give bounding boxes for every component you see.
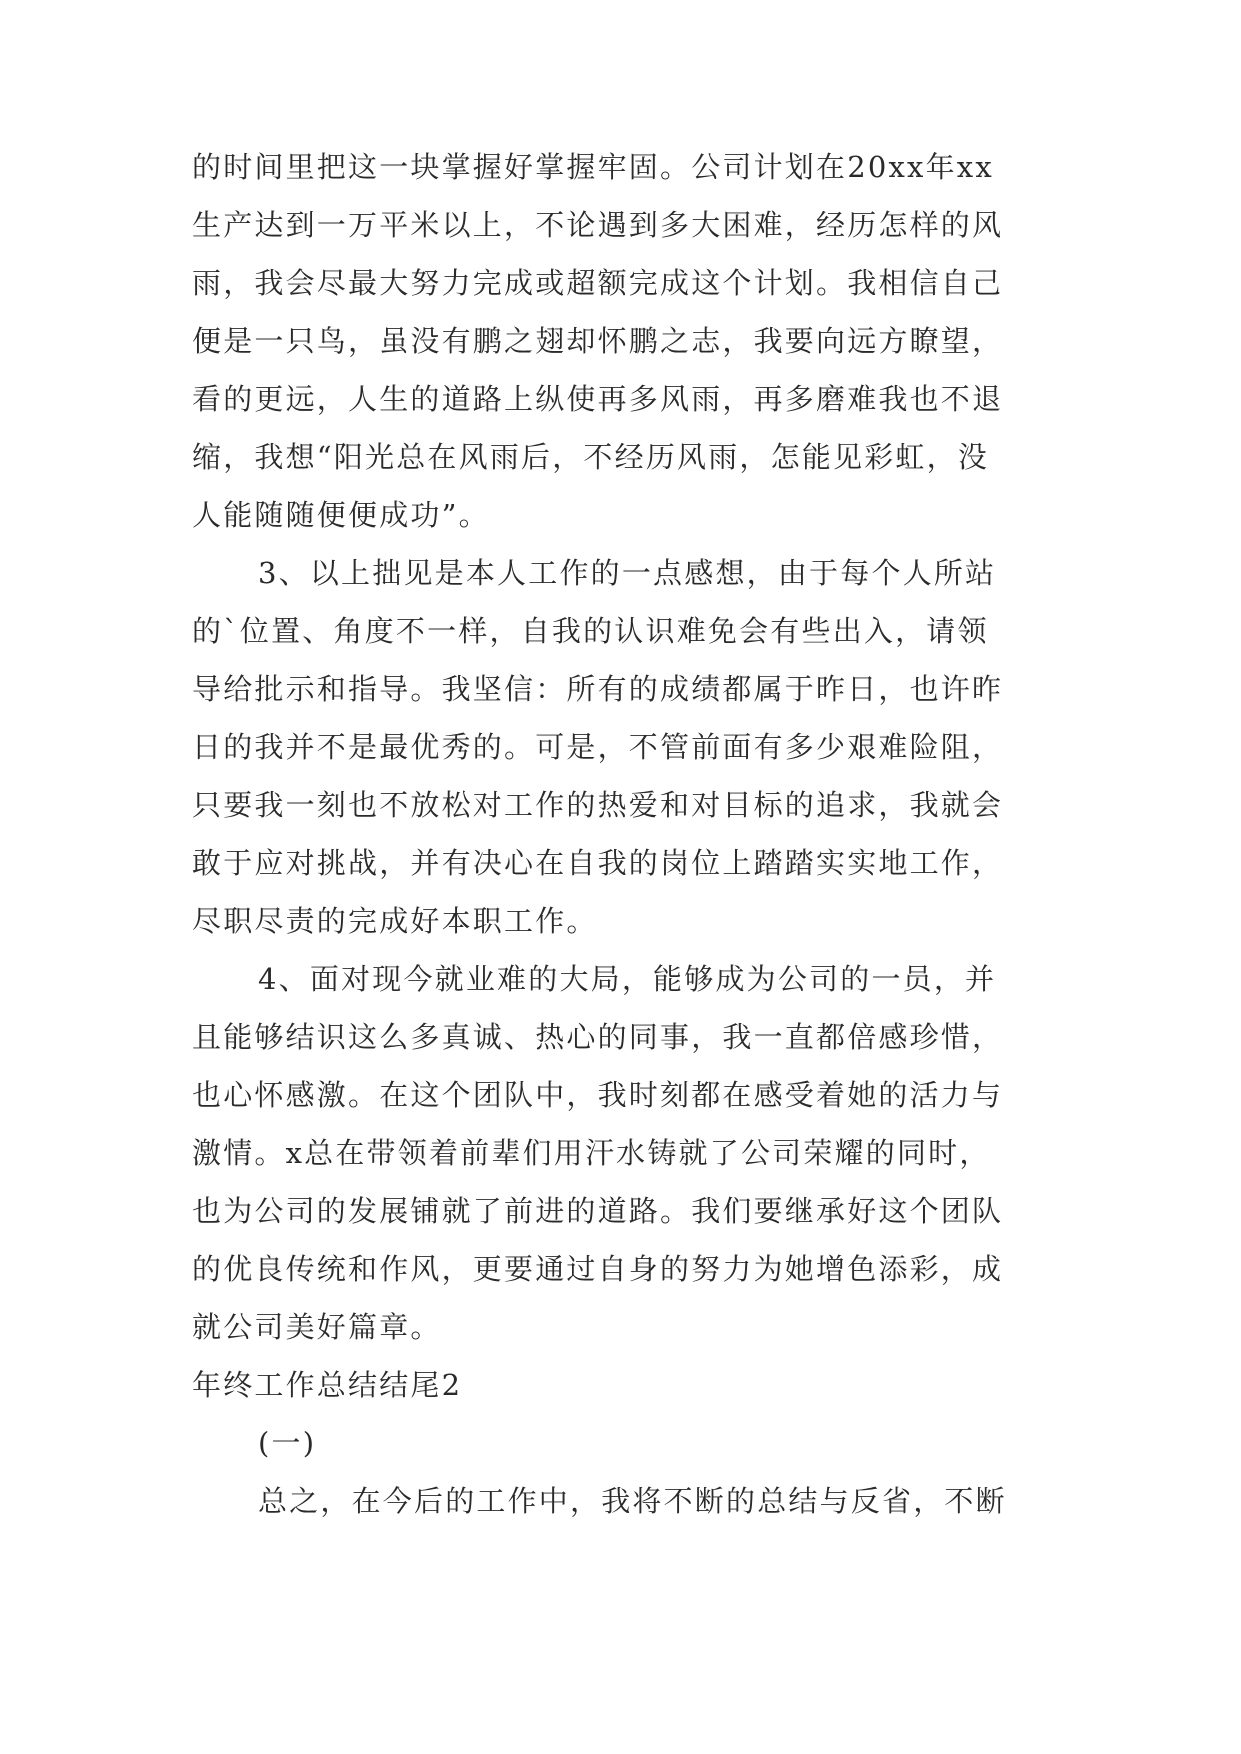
text-line: 激情。x总在带领着前辈们用汗水铸就了公司荣耀的同时， <box>192 1136 991 1170</box>
text-line: 缩，我想“阳光总在风雨后，不经历风雨，怎能见彩虹，没 <box>192 440 990 474</box>
text-line: 导给批示和指导。我坚信：所有的成绩都属于昨日，也许昨 <box>192 672 1004 706</box>
text-line: 也心怀感激。在这个团队中，我时刻都在感受着她的活力与 <box>192 1078 1004 1112</box>
text-line: 便是一只鸟，虽没有鹏之翅却怀鹏之志，我要向远方瞭望， <box>192 324 1004 358</box>
text-line: 的时间里把这一块掌握好掌握牢固。公司计划在20xx年xx <box>192 150 994 184</box>
text-line: 的`位置、角度不一样，自我的认识难免会有些出入，请领 <box>192 614 989 648</box>
paragraph-start-line: 总之，在今后的工作中，我将不断的总结与反省，不断 <box>258 1484 1007 1518</box>
text-line: 也为公司的发展铺就了前进的道路。我们要继承好这个团队 <box>192 1194 1004 1228</box>
text-line: 雨，我会尽最大努力完成或超额完成这个计划。我相信自己 <box>192 266 1004 300</box>
text-line: 尽职尽责的完成好本职工作。 <box>192 904 598 938</box>
text-line: 人能随随便便成功”。 <box>192 498 490 532</box>
subsection-marker: (一) <box>258 1426 317 1460</box>
text-line: 敢于应对挑战，并有决心在自我的岗位上踏踏实实地工作， <box>192 846 1004 880</box>
section-heading: 年终工作总结结尾2 <box>192 1368 463 1402</box>
paragraph-start-line: 3、以上拙见是本人工作的一点感想，由于每个人所站 <box>258 556 997 590</box>
text-line: 日的我并不是最优秀的。可是，不管前面有多少艰难险阻， <box>192 730 1004 764</box>
text-line: 只要我一刻也不放松对工作的热爱和对目标的追求，我就会 <box>192 788 1004 822</box>
paragraph-start-line: 4、面对现今就业难的大局，能够成为公司的一员，并 <box>258 962 997 996</box>
text-line: 看的更远，人生的道路上纵使再多风雨，再多磨难我也不退 <box>192 382 1004 416</box>
text-line: 的优良传统和作风，更要通过自身的努力为她增色添彩，成 <box>192 1252 1004 1286</box>
text-line: 就公司美好篇章。 <box>192 1310 442 1344</box>
text-line: 且能够结识这么多真诚、热心的同事，我一直都倍感珍惜， <box>192 1020 1004 1054</box>
text-line: 生产达到一万平米以上，不论遇到多大困难，经历怎样的风 <box>192 208 1004 242</box>
